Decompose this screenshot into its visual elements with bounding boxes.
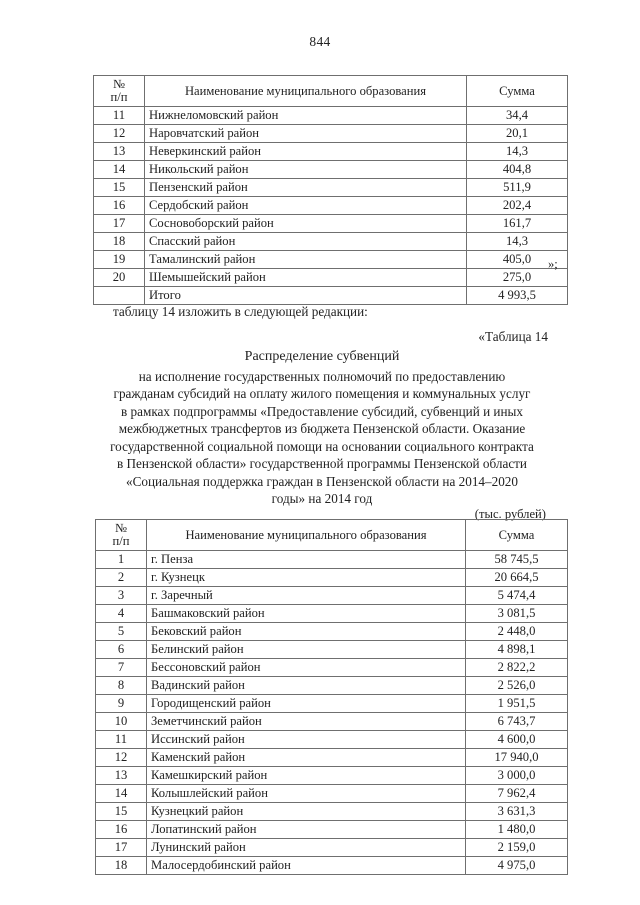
cell-number: 6 <box>96 640 147 658</box>
table-1-header <box>94 76 568 107</box>
cell-municipality-name: Малосердобинский район <box>147 856 466 874</box>
table-row <box>94 268 568 286</box>
cell-sum: 6 743,7 <box>466 712 568 730</box>
header-cell-name: Наименование муниципального образования <box>145 76 467 107</box>
cell-sum: 2 526,0 <box>466 676 568 694</box>
cell-sum: 4 975,0 <box>466 856 568 874</box>
table-row <box>94 232 568 250</box>
table-row <box>96 712 568 730</box>
cell-sum: 202,4 <box>467 196 568 214</box>
heading-line: гражданам субсидий на оплату жилого помещения и коммунальных услуг <box>113 386 531 402</box>
cell-number: 17 <box>96 838 147 856</box>
cell-municipality-name: Шемышейский район <box>145 268 467 286</box>
table-closing-quote: »; <box>548 257 558 271</box>
header-cell-number <box>94 76 145 107</box>
cell-municipality-name: Наровчатский район <box>145 124 467 142</box>
cell-sum: 3 000,0 <box>466 766 568 784</box>
table-1 <box>93 75 568 305</box>
table-row <box>96 550 568 568</box>
cell-number: 8 <box>96 676 147 694</box>
cell-number: 14 <box>96 784 147 802</box>
cell-municipality-name: Итого <box>145 286 467 304</box>
cell-number: 17 <box>94 214 145 232</box>
cell-municipality-name: Лунинский район <box>147 838 466 856</box>
table-row <box>96 658 568 676</box>
cell-municipality-name: г. Заречный <box>147 586 466 604</box>
cell-number: 16 <box>96 820 147 838</box>
cell-number: 5 <box>96 622 147 640</box>
cell-sum: 161,7 <box>467 214 568 232</box>
cell-municipality-name: Камешкирский район <box>147 766 466 784</box>
cell-municipality-name: Бековский район <box>147 622 466 640</box>
table-row <box>96 640 568 658</box>
cell-municipality-name: Тамалинский район <box>145 250 467 268</box>
cell-municipality-name: Неверкинский район <box>145 142 467 160</box>
cell-municipality-name: Лопатинский район <box>147 820 466 838</box>
table-row <box>94 142 568 160</box>
cell-sum: 20,1 <box>467 124 568 142</box>
cell-sum: 3 631,3 <box>466 802 568 820</box>
table-row <box>96 784 568 802</box>
cell-sum: 511,9 <box>467 178 568 196</box>
table-row <box>96 820 568 838</box>
table-1-body <box>94 106 568 304</box>
table-row <box>96 838 568 856</box>
table-row <box>94 178 568 196</box>
table-row <box>96 856 568 874</box>
table-row <box>94 214 568 232</box>
cell-municipality-name: Сосновоборский район <box>145 214 467 232</box>
cell-number: 15 <box>94 178 145 196</box>
cell-municipality-name: Каменский район <box>147 748 466 766</box>
cell-number: 4 <box>96 604 147 622</box>
table-2 <box>95 519 568 875</box>
heading-line: государственной социальной помощи на основании социального контракта <box>110 438 534 454</box>
cell-number: 19 <box>94 250 145 268</box>
cell-number: 15 <box>96 802 147 820</box>
cell-sum: 2 822,2 <box>466 658 568 676</box>
heading-line: в Пензенской области» государственной программы Пензенской области <box>117 456 527 472</box>
header-number-line2: п/п <box>112 533 130 548</box>
cell-sum: 2 159,0 <box>466 838 568 856</box>
table-label: «Таблица 14 <box>478 329 548 344</box>
heading-line: годы» на 2014 год <box>271 491 373 507</box>
heading-title: Распределение субвенций <box>244 349 400 364</box>
cell-municipality-name: Спасский район <box>145 232 467 250</box>
header-cell-name: Наименование муниципального образования <box>147 520 466 551</box>
cell-number: 9 <box>96 694 147 712</box>
table-header-row <box>96 520 568 551</box>
table-row <box>96 568 568 586</box>
cell-number: 12 <box>94 124 145 142</box>
cell-sum: 3 081,5 <box>466 604 568 622</box>
subventions-distribution-table <box>95 519 568 875</box>
heading-line: межбюджетных трансфертов из бюджета Пензенской области. Оказание <box>118 421 526 437</box>
table-header-row <box>94 76 568 107</box>
table-row <box>96 748 568 766</box>
cell-sum: 14,3 <box>467 232 568 250</box>
table-row <box>94 160 568 178</box>
amendment-intro-line: таблицу 14 изложить в следующей редакции: <box>113 304 368 319</box>
cell-municipality-name: Нижнеломовский район <box>145 106 467 124</box>
cell-sum: 4 600,0 <box>466 730 568 748</box>
cell-number: 1 <box>96 550 147 568</box>
cell-number <box>94 286 145 304</box>
cell-sum: 4 898,1 <box>466 640 568 658</box>
cell-municipality-name: Белинский район <box>147 640 466 658</box>
cell-number: 2 <box>96 568 147 586</box>
cell-number: 11 <box>94 106 145 124</box>
table-row <box>96 694 568 712</box>
header-cell-sum: Сумма <box>466 520 568 551</box>
table-row <box>94 286 568 304</box>
heading-line: в рамках подпрограммы «Предоставление субсидий, субвенций и иных <box>121 403 523 419</box>
header-number-line2: п/п <box>110 89 128 104</box>
table-row <box>96 730 568 748</box>
cell-sum: 275,0 <box>467 268 568 286</box>
heading-body <box>88 368 556 508</box>
cell-municipality-name: Сердобский район <box>145 196 467 214</box>
cell-number: 11 <box>96 730 147 748</box>
cell-number: 18 <box>96 856 147 874</box>
cell-municipality-name: Земетчинский район <box>147 712 466 730</box>
cell-municipality-name: Городищенский район <box>147 694 466 712</box>
page-number: 844 <box>309 34 331 49</box>
table-row <box>96 604 568 622</box>
cell-municipality-name: Кузнецкий район <box>147 802 466 820</box>
cell-sum: 404,8 <box>467 160 568 178</box>
cell-municipality-name: Колышлейский район <box>147 784 466 802</box>
table-row <box>94 106 568 124</box>
table-row <box>96 586 568 604</box>
table-2-header <box>96 520 568 551</box>
cell-number: 13 <box>94 142 145 160</box>
table-row <box>94 250 568 268</box>
cell-number: 20 <box>94 268 145 286</box>
table-row <box>96 766 568 784</box>
cell-number: 18 <box>94 232 145 250</box>
cell-number: 12 <box>96 748 147 766</box>
header-number-line1: № <box>114 521 128 535</box>
cell-sum: 5 474,4 <box>466 586 568 604</box>
cell-sum: 20 664,5 <box>466 568 568 586</box>
cell-number: 10 <box>96 712 147 730</box>
table-2-body <box>96 550 568 874</box>
table-row <box>96 802 568 820</box>
units-note: (тыс. рублей) <box>474 507 546 521</box>
cell-number: 13 <box>96 766 147 784</box>
cell-sum: 14,3 <box>467 142 568 160</box>
cell-sum: 1 951,5 <box>466 694 568 712</box>
cell-number: 7 <box>96 658 147 676</box>
cell-municipality-name: г. Пенза <box>147 550 466 568</box>
table-row <box>96 622 568 640</box>
cell-sum: 7 962,4 <box>466 784 568 802</box>
cell-number: 14 <box>94 160 145 178</box>
cell-municipality-name: Башмаковский район <box>147 604 466 622</box>
cell-municipality-name: Бессоновский район <box>147 658 466 676</box>
cell-number: 16 <box>94 196 145 214</box>
cell-sum: 2 448,0 <box>466 622 568 640</box>
cell-sum: 34,4 <box>467 106 568 124</box>
cell-number: 3 <box>96 586 147 604</box>
cell-municipality-name: Вадинский район <box>147 676 466 694</box>
document-heading <box>88 348 556 508</box>
cell-municipality-name: г. Кузнецк <box>147 568 466 586</box>
header-cell-sum: Сумма <box>467 76 568 107</box>
cell-sum: 58 745,5 <box>466 550 568 568</box>
table-row <box>94 196 568 214</box>
cell-municipality-name: Пензенский район <box>145 178 467 196</box>
subventions-table-continued <box>93 75 568 305</box>
cell-sum: 1 480,0 <box>466 820 568 838</box>
cell-municipality-name: Иссинский район <box>147 730 466 748</box>
table-row <box>96 676 568 694</box>
cell-municipality-name: Никольский район <box>145 160 467 178</box>
table-row <box>94 124 568 142</box>
cell-sum: 4 993,5 <box>467 286 568 304</box>
header-number-line1: № <box>112 77 126 91</box>
heading-line: на исполнение государственных полномочий по предоставлению <box>138 368 506 384</box>
cell-sum: 405,0 <box>467 250 568 268</box>
header-cell-number <box>96 520 147 551</box>
heading-line: «Социальная поддержка граждан в Пензенской области на 2014–2020 <box>126 473 518 489</box>
cell-sum: 17 940,0 <box>466 748 568 766</box>
